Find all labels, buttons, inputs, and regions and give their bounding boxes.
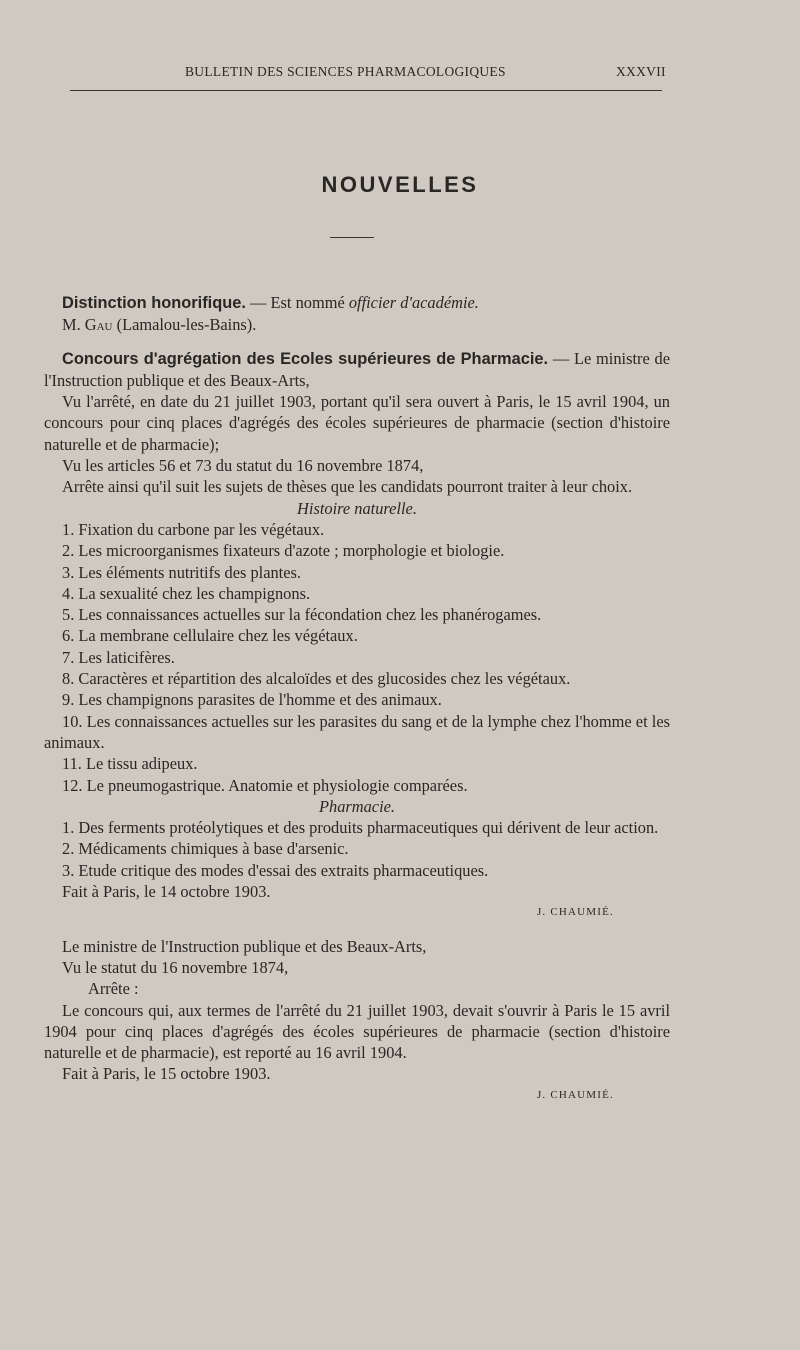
- list-item: 8. Caractères et répartition des alcaloïdes et des glucosides chez les végétaux.: [62, 669, 571, 689]
- concours-intro: [44, 348, 670, 392]
- recipient-prefix: M.: [62, 315, 85, 335]
- section-title: NOUVELLES: [321, 172, 479, 197]
- histoire-naturelle-list: [44, 519, 670, 796]
- list-item: 5. Les connaissances actuelles sur la fécondation chez les phanérogames.: [62, 605, 542, 625]
- running-title: BULLETIN DES SCIENCES PHARMACOLOGIQUES: [185, 64, 506, 79]
- list-item: 2. Les microorganismes fixateurs d'azote ; morphologie et biologie.: [62, 541, 505, 561]
- concours-done: Fait à Paris, le 14 octobre 1903.: [62, 882, 271, 902]
- list-item: 11. Le tissu adipeux.: [62, 754, 198, 774]
- header-rule: [70, 90, 662, 91]
- concours-paragraph-3: Arrête ainsi qu'il suit les sujets de thèses que les candidats pourront traiter à leur choix.: [62, 477, 633, 497]
- distinction-title: officier d'académie.: [348, 293, 479, 312]
- concours-lead: Concours d'agrégation des Ecoles supérieures de Pharmacie.: [62, 349, 549, 368]
- decree-signature: J. CHAUMIÉ.: [536, 1088, 614, 1101]
- concours-paragraph-1: Vu l'arrêté, en date du 21 juillet 1903, portant qu'il sera ouvert à Paris, le 15 avril 1904, un concours pour cinq places d'agrégés des écoles supérieures de pharmacie (section d'histoire naturelle et de pharmacie);: [44, 392, 670, 454]
- concours-intro-text: — Le ministre de l'Instruction publique et des Beaux-Arts,: [44, 348, 670, 390]
- list-item: 2. Médicaments chimiques à base d'arsenic.: [62, 839, 349, 859]
- distinction-text: — Est nommé: [245, 293, 349, 312]
- decree-paragraph: Le concours qui, aux termes de l'arrêté du 21 juillet 1903, devait s'ouvrir à Paris le 15 avril 1904 pour cinq places d'agrégés des écoles supérieures de pharmacie (section d'histoire naturelle et de pharmacie), est reporté au 16 avril 1904.: [44, 1000, 670, 1063]
- list-item: 3. Les éléments nutritifs des plantes.: [62, 562, 301, 582]
- concours-signature: J. CHAUMIÉ.: [536, 906, 614, 919]
- list-item: 4. La sexualité chez les champignons.: [62, 583, 311, 603]
- list-item: 1. Fixation du carbone par les végétaux.: [62, 519, 325, 539]
- pharmacie-list: [44, 817, 670, 881]
- list-item: 7. Les laticifères.: [62, 647, 175, 667]
- distinction-lead: Distinction honorifique.: [62, 294, 246, 312]
- decree-done: Fait à Paris, le 15 octobre 1903.: [62, 1064, 271, 1084]
- list-item: 12. Le pneumogastrique. Anatomie et physiologie comparées.: [62, 775, 468, 795]
- article-body: [44, 292, 670, 1106]
- concours-paragraph-2: Vu les articles 56 et 73 du statut du 16 novembre 1874,: [62, 456, 424, 476]
- distinction-recipient: [44, 314, 670, 335]
- histoire-naturelle-heading: Histoire naturelle.: [297, 498, 417, 518]
- pharmacie-heading: Pharmacie.: [318, 796, 395, 816]
- distinction-paragraph: [44, 292, 670, 314]
- list-item: 1. Des ferments protéolytiques et des produits pharmaceutiques qui dérivent de leur action.: [62, 818, 659, 838]
- title-rule: [330, 237, 374, 238]
- list-item: 3. Etude critique des modes d'essai des extraits pharmaceutiques.: [62, 860, 489, 880]
- decree-line-3: Arrête :: [88, 979, 139, 999]
- recipient-name: Gau: [84, 315, 113, 335]
- list-item: 10. Les connaissances actuelles sur les parasites du sang et de la lymphe chez l'homme et les animaux.: [44, 711, 670, 752]
- decree-line-2: Vu le statut du 16 novembre 1874,: [62, 957, 289, 977]
- decree-line-1: Le ministre de l'Instruction publique et des Beaux-Arts,: [62, 936, 427, 956]
- running-header: [0, 64, 800, 82]
- list-item: 9. Les champignons parasites de l'homme et des animaux.: [62, 690, 442, 710]
- list-item: 6. La membrane cellulaire chez les végétaux.: [62, 626, 358, 646]
- recipient-place: (Lamalou-les-Bains).: [112, 315, 257, 335]
- page-number: XXXVII: [616, 64, 666, 79]
